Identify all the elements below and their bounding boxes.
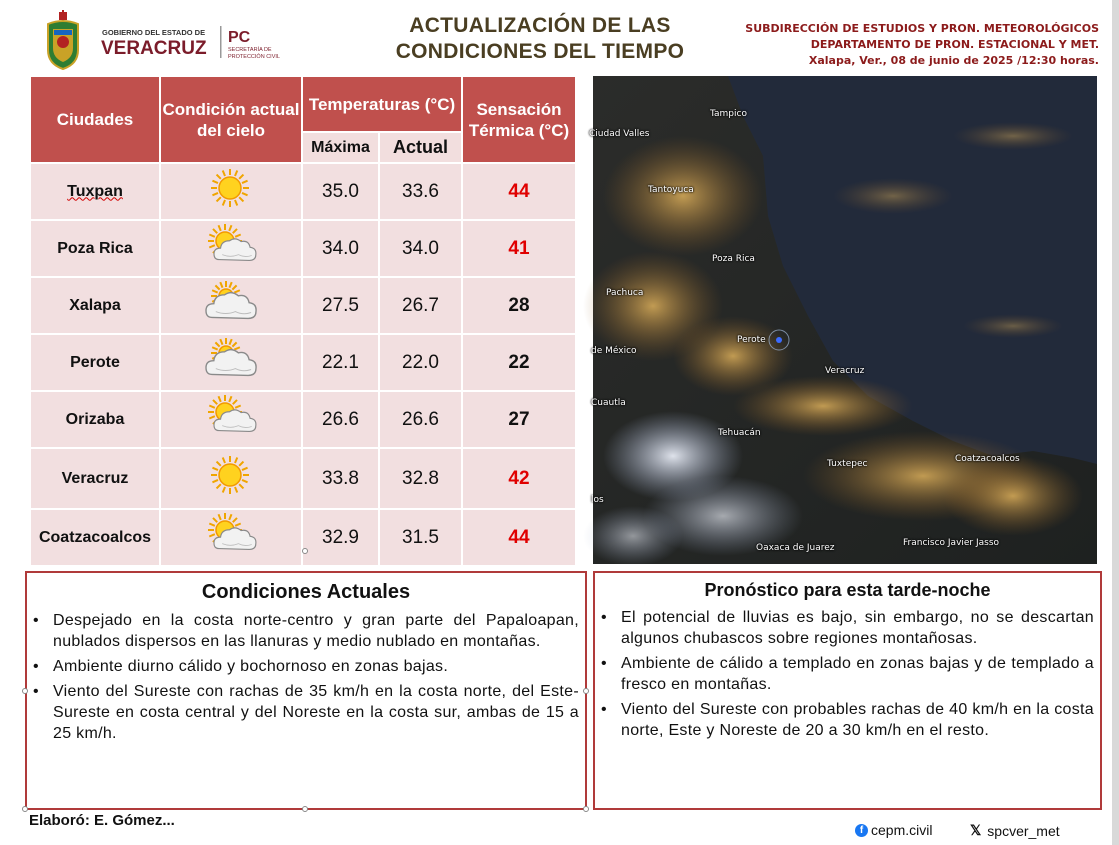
temp-actual: 22.0 <box>379 334 462 391</box>
list-item: • Viento del Sureste con probables rachas de 40 km/h en la costa norte, Este y Noreste de 20 a 30 km/h en el resto. <box>595 699 1100 741</box>
temp-actual: 34.0 <box>379 220 462 277</box>
list-item: • Ambiente diurno cálido y bochornoso en zonas bajas. <box>27 656 585 677</box>
list-item: • Viento del Sureste con rachas de 35 km/h en la costa norte, del Este-Sureste en costa central y del Noreste en la costa sur, ambas de 15 a 25 km/h. <box>27 681 585 744</box>
svg-text:VERACRUZ: VERACRUZ <box>101 38 207 59</box>
government-logo <box>44 12 294 70</box>
temp-max: 22.1 <box>302 334 379 391</box>
svg-text:PROTECCIÓN CIVIL: PROTECCIÓN CIVIL <box>228 54 280 60</box>
header-max: Máxima <box>302 132 379 163</box>
resize-handle[interactable] <box>302 548 308 554</box>
temp-actual: 31.5 <box>379 509 462 566</box>
svg-text:SECRETARÍA DE: SECRETARÍA DE <box>228 47 272 53</box>
city-name: Xalapa <box>30 277 160 334</box>
temp-max: 26.6 <box>302 391 379 448</box>
thermal-sensation: 22 <box>462 334 576 391</box>
author-credit: Elaboró: E. Gómez... <box>29 812 175 829</box>
thermal-sensation: 27 <box>462 391 576 448</box>
table-row <box>30 448 576 509</box>
window-edge <box>1112 0 1119 845</box>
sunny-icon <box>160 163 302 220</box>
resize-handle[interactable] <box>583 688 589 694</box>
city-name: Orizaba <box>30 391 160 448</box>
table-row <box>30 334 576 391</box>
x-handle: spcver_met <box>987 822 1060 839</box>
forecast-title: Pronóstico para esta tarde-noche <box>704 580 991 600</box>
table-row <box>30 391 576 448</box>
map-label: los <box>591 495 604 505</box>
table-row <box>30 277 576 334</box>
map-label: Poza Rica <box>712 254 755 264</box>
table-row <box>30 220 576 277</box>
list-item: • El potencial de lluvias es bajo, sin embargo, no se descartan algunos chubascos sobre regiones montañosas. <box>595 607 1100 649</box>
svg-text:PC: PC <box>228 29 251 46</box>
thermal-sensation: 28 <box>462 277 576 334</box>
report-date: Xalapa, Ver., 08 de junio de 2025 /12:30 horas. <box>808 54 1099 67</box>
veracruz-shield-icon <box>48 10 78 69</box>
partly-cloudy-icon <box>160 391 302 448</box>
thermal-sensation: 44 <box>462 163 576 220</box>
temp-actual: 26.7 <box>379 277 462 334</box>
map-label: Veracruz <box>825 366 865 376</box>
x-icon: 𝕏 <box>970 822 982 838</box>
weather-table <box>29 75 577 567</box>
current-conditions-title: Condiciones Actuales <box>201 581 411 603</box>
map-label: de México <box>591 346 637 356</box>
cloudy-icon <box>160 334 302 391</box>
current-conditions-list <box>27 610 585 744</box>
list-item: • Despejado en la costa norte-centro y gran parte del Papaloapan, nublados dispersos en las llanuras y medio nublado en montañas. <box>27 610 585 652</box>
map-label: Tehuacán <box>718 428 761 438</box>
dept-line-2: DEPARTAMENTO DE PRON. ESTACIONAL Y MET. <box>810 38 1099 51</box>
map-label: Cuautla <box>591 398 626 408</box>
map-label: Pachuca <box>606 288 644 298</box>
map-label: Tampico <box>710 109 747 119</box>
table-row <box>30 509 576 566</box>
resize-handle[interactable] <box>583 806 589 812</box>
list-item: • Ambiente de cálido a templado en zonas bajas y de templado a fresco en montañas. <box>595 653 1100 695</box>
thermal-sensation: 42 <box>462 448 576 509</box>
temp-actual: 26.6 <box>379 391 462 448</box>
city-name: Coatzacoalcos <box>30 509 160 566</box>
map-label: Tantoyuca <box>648 185 694 195</box>
dept-line-1: SUBDIRECCIÓN DE ESTUDIOS Y PRON. METEOROLÓGICOS <box>745 22 1099 35</box>
facebook-icon: f <box>855 824 868 837</box>
resize-handle[interactable] <box>22 806 28 812</box>
current-conditions-box[interactable] <box>25 571 587 810</box>
header-temperatures: Temperaturas (°C) <box>302 76 462 132</box>
thermal-sensation: 44 <box>462 509 576 566</box>
facebook-link[interactable] <box>855 822 932 838</box>
partly-cloudy-icon <box>160 220 302 277</box>
header-thermal-sensation: Sensación Térmica (°C) <box>462 76 576 163</box>
forecast-list <box>595 607 1100 741</box>
temp-actual: 32.8 <box>379 448 462 509</box>
header-cities: Ciudades <box>30 76 160 163</box>
map-label: Tuxtepec <box>827 459 868 469</box>
map-label: Coatzacoalcos <box>955 454 1020 464</box>
table-row <box>30 163 576 220</box>
temp-max: 34.0 <box>302 220 379 277</box>
header-actual: Actual <box>379 132 462 163</box>
map-label: Perote <box>737 335 766 345</box>
map-label: Ciudad Valles <box>589 129 650 139</box>
city-name: Perote <box>30 334 160 391</box>
city-name: Poza Rica <box>30 220 160 277</box>
temp-actual: 33.6 <box>379 163 462 220</box>
temp-max: 33.8 <box>302 448 379 509</box>
map-label: Oaxaca de Juarez <box>756 543 835 553</box>
department-header <box>699 21 1099 69</box>
resize-handle[interactable] <box>22 688 28 694</box>
city-name: Veracruz <box>30 448 160 509</box>
partly-cloudy-icon <box>160 509 302 566</box>
header-sky: Condición actual del cielo <box>160 76 302 163</box>
facebook-handle: cepm.civil <box>871 822 933 838</box>
x-link[interactable] <box>970 822 1060 839</box>
city-name: Tuxpan <box>30 163 160 220</box>
temp-max: 27.5 <box>302 277 379 334</box>
thermal-sensation: 41 <box>462 220 576 277</box>
satellite-map <box>589 76 1097 564</box>
forecast-box[interactable] <box>593 571 1102 810</box>
temp-max: 32.9 <box>302 509 379 566</box>
svg-text:GOBIERNO DEL ESTADO DE: GOBIERNO DEL ESTADO DE <box>102 28 206 37</box>
map-label: Francisco Javier Jasso <box>903 538 1000 548</box>
temp-max: 35.0 <box>302 163 379 220</box>
sunny-icon <box>160 448 302 509</box>
resize-handle[interactable] <box>302 806 308 812</box>
page-title: ACTUALIZACIÓN DE LAS CONDICIONES DEL TIEMPO <box>395 14 685 63</box>
cloudy-icon <box>160 277 302 334</box>
